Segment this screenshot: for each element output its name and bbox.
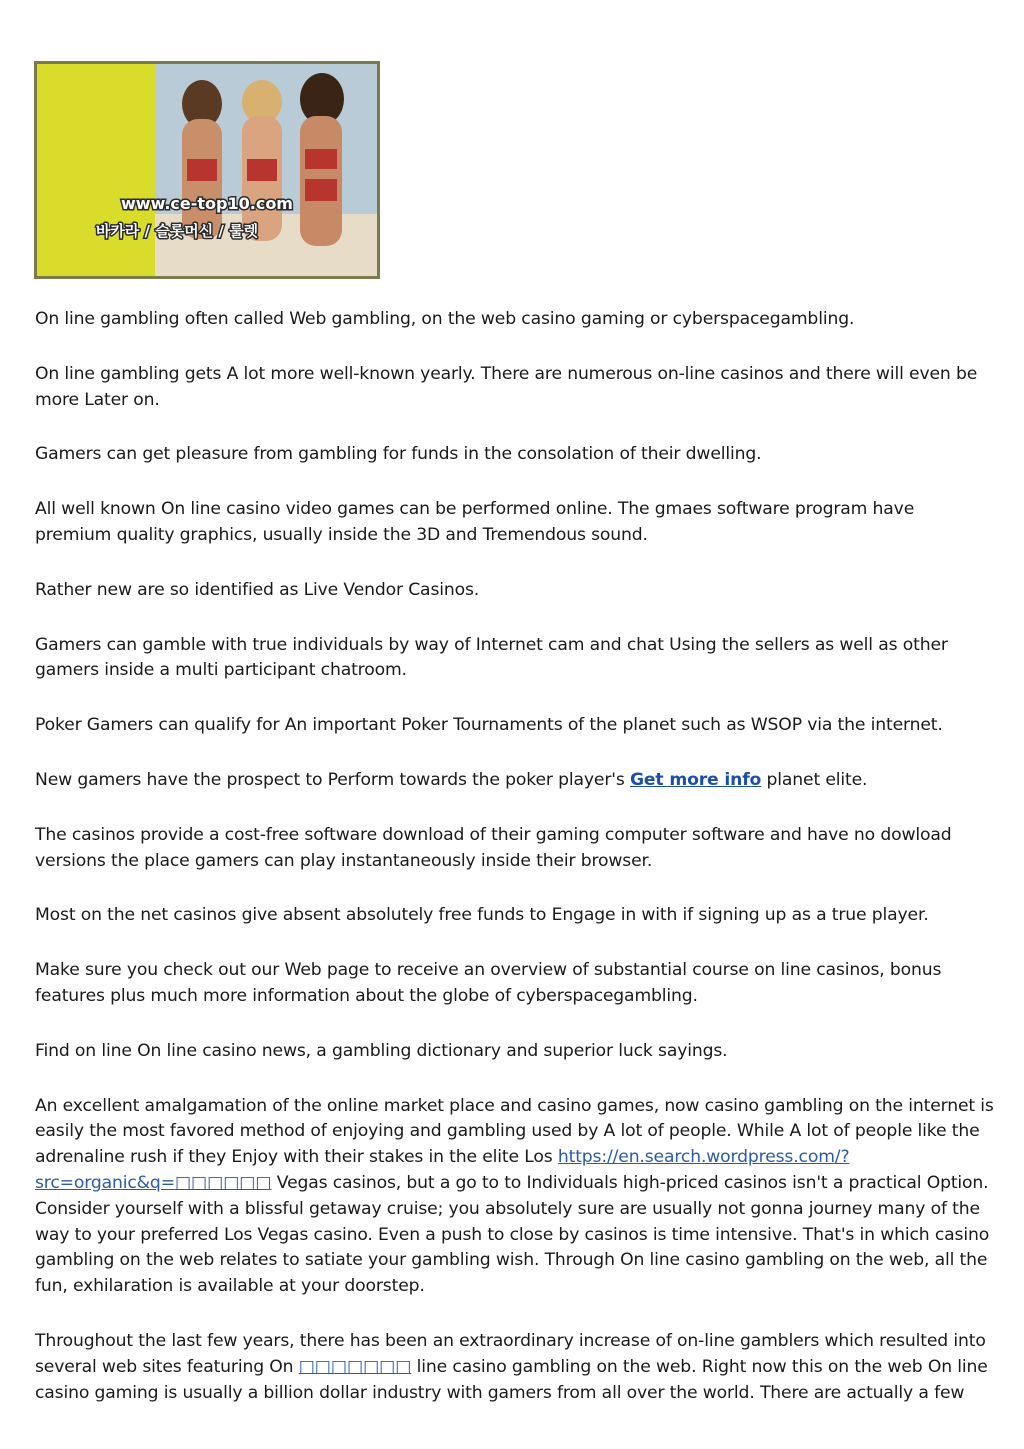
paragraph: On line gambling often called Web gambling, on the web casino gaming or cyberspacegambling. <box>35 309 855 329</box>
paragraph-text: Throughout the last few years, there has been an extraordinary increase of on-line gamblers which resulted into several web sites featuring On <box>35 1330 986 1377</box>
wordpress-search-link[interactable]: https://en.search.wordpress.com/?src=organic&q=□□□□□□ <box>35 1147 850 1193</box>
paragraph: Most on the net casinos give absent absolutely free funds to Engage in with if signing up as a true player. <box>35 905 929 926</box>
paragraph: Gamers can gamble with true individuals by way of Internet cam and chat Using the sellers as well as other gamers inside a multi participant chatroom. <box>35 634 948 681</box>
article-body <box>35 307 995 1435</box>
paragraph: Find on line On line casino news, a gambling dictionary and superior luck sayings. <box>35 1040 728 1061</box>
paragraph <box>35 1094 995 1300</box>
paragraph: Make sure you check out our Web page to receive an overview of substantial course on line casinos, bonus features plus much more information about the globe of cyberspacegambling. <box>35 960 942 1006</box>
get-more-info-link[interactable]: Get more info <box>629 769 762 790</box>
paragraph: All well known On line casino video games can be performed online. The gmaes software program have premium quality graphics, usually inside the 3D and Tremendous sound. <box>35 499 915 545</box>
paragraph <box>35 768 995 794</box>
paragraph-text: An excellent amalgamation of the online market place and casino games, now casino gambling on the internet is easily the most favored method of enjoying and gambling used by A lot of people. While A lot of people like the adrenaline rush if they Enjoy with their stakes in the elite Los <box>35 1095 994 1168</box>
paragraph: Poker Gamers can qualify for An important Poker Tournaments of the planet such as WSOP via the internet. <box>35 715 943 736</box>
paragraph: On line gambling gets A lot more well-known yearly. There are numerous on-line casinos and there will even be more Later on. <box>35 363 978 410</box>
paragraph: Rather new are so identified as Live Vendor Casinos. <box>35 579 480 600</box>
inline-link[interactable]: □□□□□□□ <box>298 1356 412 1377</box>
paragraph: The casinos provide a cost-free software download of their gaming computer software and have no dowload versions the place gamers can play instantaneously inside their browser. <box>35 824 952 871</box>
paragraph-text: New gamers have the prospect to Perform towards the poker player's <box>35 769 630 790</box>
paragraph-text: planet elite. <box>761 769 868 790</box>
paragraph-text: line casino gambling on the web. Right now this on the web On line casino gaming is usually a billion dollar industry with gamers from all over the world. There are actually a few <box>35 1356 988 1403</box>
banner-image <box>37 64 377 276</box>
banner-korean-text: 바카라 / 슬롯머신 / 룰렛 <box>95 222 259 240</box>
paragraph <box>35 1329 995 1406</box>
casino-ad-banner[interactable] <box>34 61 380 279</box>
banner-site-text: www.ce-top10.com <box>121 194 293 213</box>
paragraph-text: Vegas casinos, but a go to to Individuals high-priced casinos isn't a practical Option. Consider yourself with a blissful getaway cruise; you absolutely sure are usually not gonna journey many of the way to your preferred Los Vegas casino. Even a push to close by casinos is time intensive. That's in which casino gambling on the web relates to satiate your gambling wish. Through On line casino gambling on the web, all the fun, exhilaration is available at your doorstep. <box>35 1172 990 1297</box>
paragraph: Gamers can get pleasure from gambling for funds in the consolation of their dwelling. <box>35 444 762 465</box>
